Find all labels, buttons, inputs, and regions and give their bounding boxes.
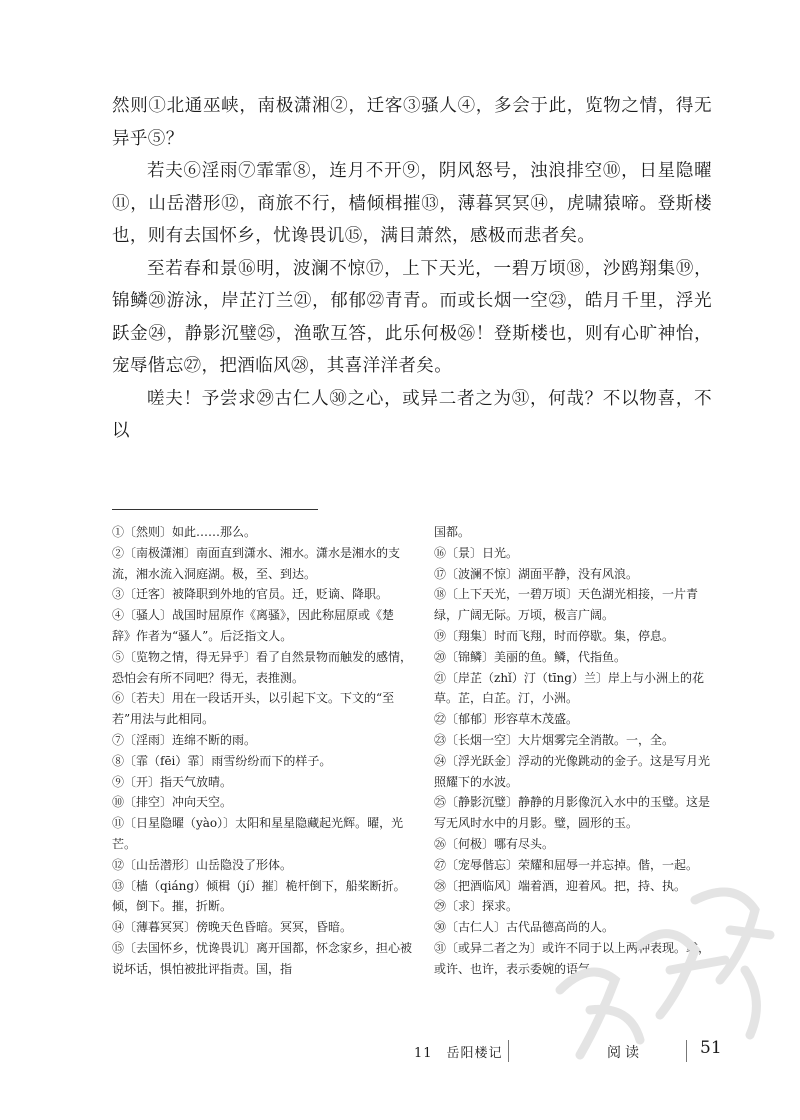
footnote: ⑫〔山岳潜形〕山岳隐没了形体。 [112, 857, 293, 872]
footnote: ⑪〔日星隐曜（yào）〕太阳和星星隐藏起光辉。曜，光芒。 [112, 816, 404, 851]
footnotes-left-column [112, 522, 412, 980]
footnote: ㉛〔或异二者之为〕或许不同于以上两种表现。或，或许、也许，表示委婉的语气。 [434, 940, 711, 976]
footnote: ㉔〔浮光跃金〕浮动的光像跳动的金子。这是写月光照耀下的水波。 [434, 753, 711, 789]
footnote: ③〔迁客〕被降职到外地的官员。迁，贬谪、降职。 [112, 587, 389, 602]
footnote: ⑰〔波澜不惊〕湖面平静，没有风浪。 [434, 566, 639, 581]
footnote: ⑳〔锦鳞〕美丽的鱼。鳞，代指鱼。 [434, 649, 627, 664]
footnote: ⑦〔淫雨〕连绵不断的雨。 [112, 732, 257, 747]
footnote: ㉚〔古仁人〕古代品德高尚的人。 [434, 920, 615, 935]
footnote-continuation: 国都。 [434, 525, 471, 539]
footnote: ⑥〔若夫〕用在一段话开头，以引起下文。下文的“至若”用法与此相同。 [112, 691, 395, 727]
footnote: ⑮〔去国怀乡，忧谗畏讥〕离开国都，怀念家乡，担心被说坏话，惧怕被批评指责。国，指 [112, 940, 413, 976]
footnote: ⑭〔薄暮冥冥〕傍晚天色昏暗。冥冥，昏暗。 [112, 920, 353, 935]
footnote: ㉒〔郁郁〕形容草木茂盛。 [434, 712, 579, 727]
footnote: ④〔骚人〕战国时屈原作《离骚》，因此称屈原或《楚辞》作者为“骚人”。后泛指文人。 [112, 608, 395, 643]
footnote: ⑧〔霏（fēi）霏〕雨雪纷纷而下的样子。 [112, 753, 332, 768]
footer-divider [508, 1040, 509, 1062]
footnotes-right-column [434, 522, 719, 980]
page-number: 51 [700, 1038, 722, 1058]
footnote: ㉑〔岸芷（zhǐ）汀（tīng）兰〕岸上与小洲上的花草。芷，白芷。汀，小洲。 [434, 670, 704, 706]
paragraph: 然则①北通巫峡，南极潇湘②，迁客③骚人④，多会于此，览物之情，得无异乎⑤？ [112, 96, 712, 149]
footnote: ㉘〔把酒临风〕端着酒，迎着风。把，持、执。 [434, 878, 687, 893]
footnote: ⑤〔览物之情，得无异乎〕看了自然景物而触发的感情，恐怕会有所不同吧？得无，表推测。 [112, 649, 413, 685]
lesson-title: 11 岳阳楼记 [414, 1046, 503, 1061]
footnote: ⑬〔樯（qiáng）倾楫（jí）摧〕桅杆倒下，船桨断折。倾，倒下。摧，折断。 [112, 878, 406, 914]
footer-divider [686, 1040, 687, 1062]
footnote: ②〔南极潇湘〕南面直到潇水、湘水。潇水是湘水的支流，湘水流入洞庭湖。极，至、到达。 [112, 545, 401, 581]
footnote: ⑨〔开〕指天气放晴。 [112, 774, 233, 789]
main-text [112, 90, 712, 448]
footnote: ⑯〔景〕日光。 [434, 545, 519, 560]
footnote: ㉙〔求〕探求。 [434, 899, 519, 914]
paragraph: 若夫⑥淫雨⑦霏霏⑧，连月不开⑨，阴风怒号，浊浪排空⑩，日星隐曜⑪，山岳潜形⑫，商旅不行，樯倾楫摧⑬，薄暮冥冥⑭，虎啸猿啼。登斯楼也，则有去国怀乡，忧谗畏讥⑮，满目萧然，感极而悲者矣。 [112, 161, 712, 246]
footnote: ㉕〔静影沉璧〕静静的月影像沉入水中的玉璧。这是写无风时水中的月影。璧，圆形的玉。 [434, 795, 711, 831]
footnote: ①〔然则〕如此……那么。 [112, 525, 257, 539]
footnote: ⑱〔上下天光，一碧万顷〕天色湖光相接，一片青绿，广阔无际。万顷，极言广阔。 [434, 587, 699, 623]
footnote: ㉓〔长烟一空〕大片烟雾完全消散。一，全。 [434, 732, 675, 747]
footnote-divider [112, 509, 318, 510]
paragraph: 至若春和景⑯明，波澜不惊⑰，上下天光，一碧万顷⑱，沙鸥翔集⑲，锦鳞⑳游泳，岸芷汀兰㉑，郁郁㉒青青。而或长烟一空㉓，皓月千里，浮光跃金㉔，静影沉璧㉕，渔歌互答，此乐何极㉖！登斯楼也，则有心旷神怡，宠辱偕忘㉗，把酒临风㉘，其喜洋洋者矣。 [112, 258, 712, 376]
footnote: ⑩〔排空〕冲向天空。 [112, 795, 233, 810]
footnote: ⑲〔翔集〕时而飞翔，时而停歇。集，停息。 [434, 628, 675, 643]
footnote: ㉖〔何极〕哪有尽头。 [434, 836, 555, 851]
footnote: ㉗〔宠辱偕忘〕荣耀和屈辱一并忘掉。偕，一起。 [434, 857, 699, 872]
section-label: 阅读 [607, 1045, 643, 1061]
paragraph: 嗟夫！予尝求㉙古仁人㉚之心，或异二者之为㉛，何哉？不以物喜，不以 [112, 388, 712, 441]
